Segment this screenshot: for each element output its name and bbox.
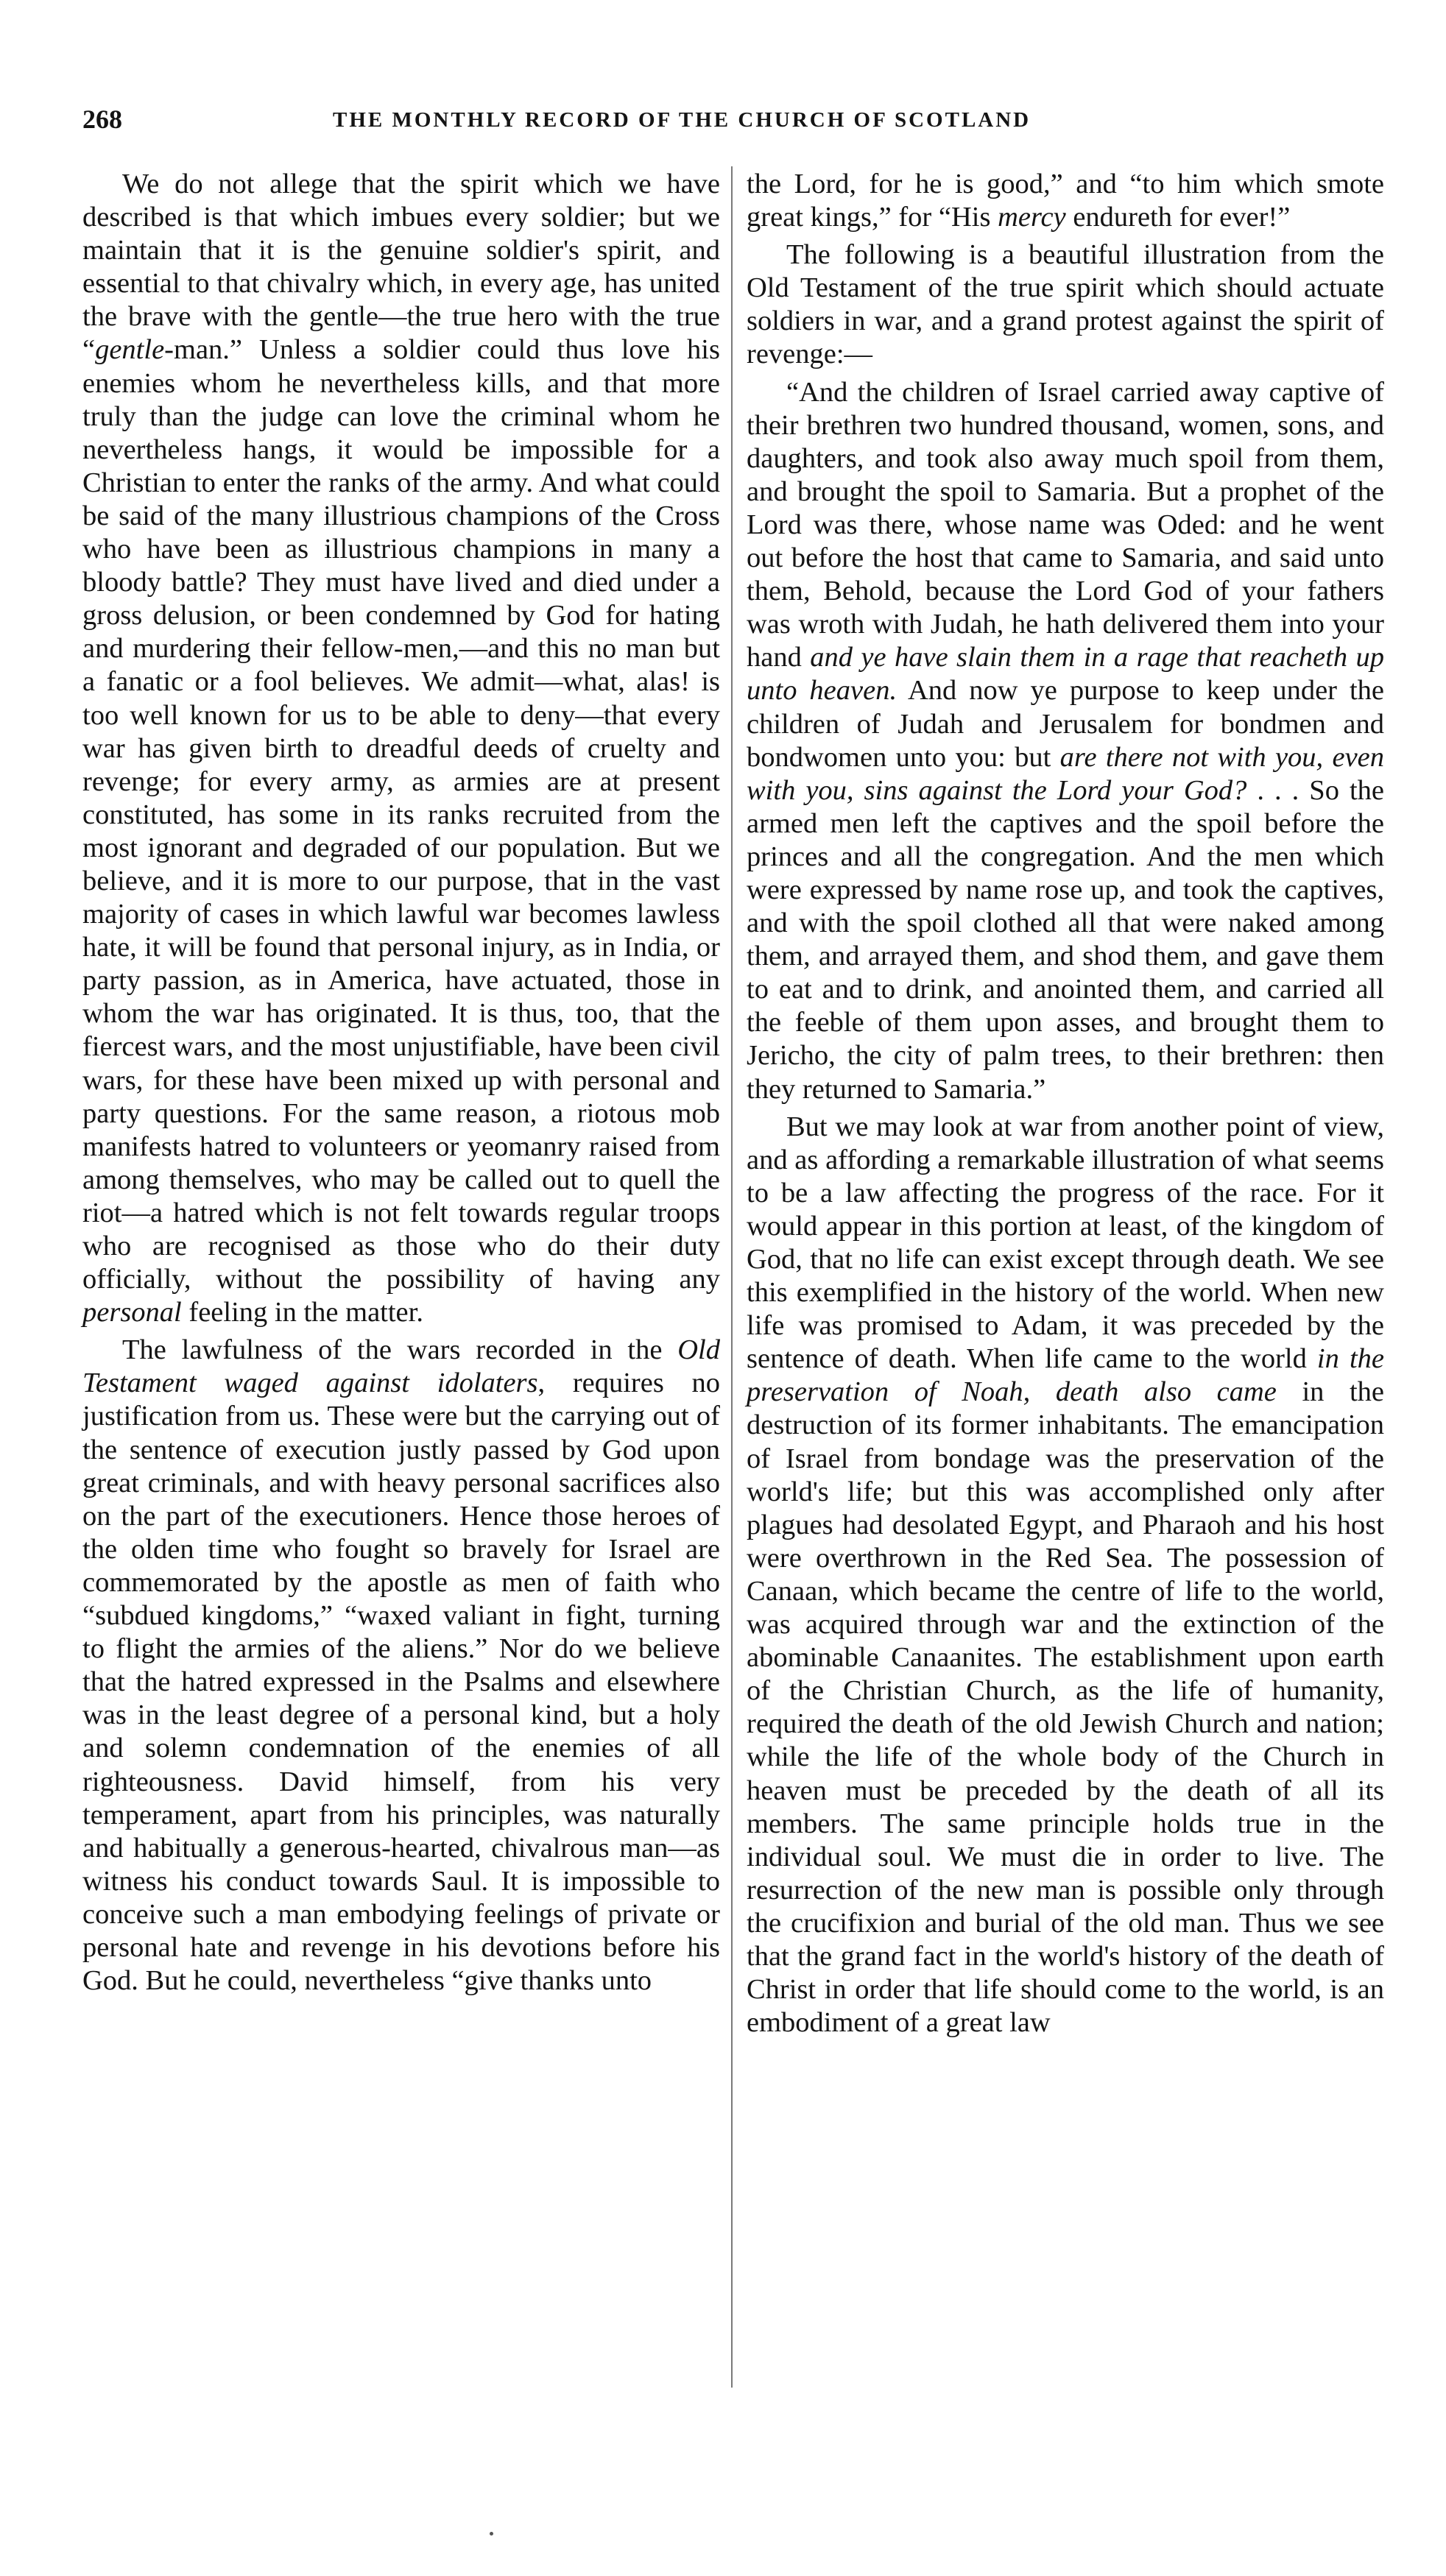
text-run: And now ye purpose to keep under the children of Judah and Jerusalem for bondmen and bondwomen unto you: but bbox=[747, 675, 1384, 773]
italic-text-run: Old Testament waged against idolaters bbox=[82, 1334, 720, 1399]
text-run: . . . So the armed men left the captives and the spoil before the princes and all the congregation. And the men which were expressed by name rose up, and took the captives, and with the spoil clothed all that were naked among them, and arrayed them, and shod them, and gave them to eat and to drink, and anointed them, and carried all the feeble of them upon asses, and brought them to Jericho, the city of palm trees, to their brethren: then they returned to Samaria.” bbox=[747, 774, 1384, 1105]
italic-text-run: in the preservation of Noah, death also came bbox=[747, 1343, 1384, 1408]
italic-text-run: personal bbox=[82, 1297, 182, 1328]
text-run: in the destruction of its former inhabitants. The emancipation of Israel from bondage was the preservation of the world's life; but this was accomplished only after plagues had desolated Egypt, and Pharaoh and his host were overthrown in the Red Sea. The possession of Canaan, which became the centre of life to the world, was acquired through war and the extinction of the abominable Canaanites. The establishment upon earth of the Christian Church, as the life of humanity, required the death of the old Jewish Church and nation; while the life of the whole body of the Church in heaven must be preceded by the death of all its members. The same principle holds true in the individual soul. We must die in order to live. The resurrection of the new man is possible only through the crucifixion and burial of the old man. Thus we see that the grand fact in the world's history of the death of Christ in order that life should come to the world, is an embodiment of a great law bbox=[747, 1376, 1384, 2039]
column-divider bbox=[731, 166, 733, 2388]
quotation-paragraph bbox=[747, 376, 1384, 1106]
text-run: The lawfulness of the wars recorded in the bbox=[122, 1334, 678, 1366]
text-run: the Lord, for he is good,” and “to him which smote great kings,” for “His bbox=[747, 169, 1384, 233]
paragraph: The following is a beautiful illustration from the Old Testament of the true spirit which should actuate soldiers in war, and a grand protest against the spirit of revenge:— bbox=[747, 239, 1384, 370]
right-column bbox=[747, 168, 1384, 2039]
paragraph bbox=[82, 168, 720, 1329]
text-run: “And the children of Israel carried away captive of their brethren two hundred thousand, women, sons, and daughters, and took also away much spoil from them, and brought the spoil to Samaria. But a prophet of the Lord was there, whose name was Oded: and he went out before the host that came to Samaria, and said unto them, Behold, because the Lord God of your fathers was wroth with Judah, he hath delivered them into your hand bbox=[747, 376, 1384, 673]
text-run: We do not allege that the spirit which we have described is that which imbues every soldier; but we maintain that it is the genuine soldier's spirit, and essential to that chivalry which, in every age, has united the brave with the gentle—the true hero with the true “ bbox=[82, 169, 720, 366]
italic-text-run: and ye have slain them in a rage that reacheth up unto heaven. bbox=[747, 642, 1384, 707]
print-speck bbox=[490, 2532, 493, 2536]
paragraph bbox=[747, 1111, 1384, 2040]
italic-text-run: are there not with you, even with you, sins against the Lord your God? bbox=[747, 741, 1384, 806]
italic-text-run: gentle bbox=[95, 334, 165, 366]
italic-text-run: mercy bbox=[998, 202, 1066, 233]
text-run: -man.” Unless a soldier could thus love his enemies whom he nevertheless kills, and that more truly than the judge can love the criminal whom he nevertheless hangs, it would be impossible for a Christian to enter the ranks of the army. And what could be said of the many illustrious champions of the Cross who have been as illustrious champions in many a bloody battle? They must have lived and died under a gross delusion, or been condemned by God for hating and murdering their fellow-men,—and this no man but a fanatic or a fool believes. We admit—what, alas! is too well known for us to be able to deny—that every war has given birth to dreadful deeds of cruelty and revenge; for every army, as armies are at present constituted, has some in its ranks recruited from the most ignorant and degraded of our population. But we believe, and it is more to our purpose, that in the vast majority of cases in which lawful war becomes lawless hate, it will be found that personal injury, as in India, or party passion, as in America, have actuated, those in whom the war has originated. It is thus, too, that the fiercest wars, and the most unjustifiable, have been civil wars, for these have been mixed up with personal and party questions. For the same reason, a riotous mob manifests hatred to volunteers or yeomanry raised from among themselves, who may be called out to quell the riot—a hatred which is not felt towards regular troops who are recognised as those who do their duty officially, without the possibility of having any bbox=[82, 334, 720, 1295]
text-run: , requires no justification from us. These were but the carrying out of the sentence of execution justly passed by God upon great criminals, and with heavy personal sacrifices also on the part of the executioners. Hence those heroes of the olden time who fought so bravely for Israel are commemorated by the apostle as men of faith who “subdued kingdoms,” “waxed valiant in fight, turning to flight the armies of the aliens.” Nor do we believe that the hatred expressed in the Psalms and elsewhere was in the least degree of a personal kind, but a holy and solemn condemnation of the enemies of all righteousness. David himself, from his very temperament, apart from his principles, was naturally and habitually a generous-hearted, chivalrous man—as witness his conduct towards Saul. It is impossible to conceive such a man embodying feelings of private or personal hate and revenge in his devotions before his God. But he could, nevertheless “give thanks unto bbox=[82, 1367, 720, 1997]
left-column bbox=[82, 168, 720, 1998]
text-run: feeling in the matter. bbox=[181, 1297, 423, 1328]
page-header bbox=[82, 105, 1364, 134]
paragraph bbox=[747, 168, 1384, 234]
text-run: endureth for ever!” bbox=[1065, 202, 1291, 233]
page-number: 268 bbox=[82, 105, 122, 134]
text-run: But we may look at war from another point of view, and as affording a remarkable illustration of what seems to be a law affecting the progress of the race. For it would appear in this portion at least, of the kingdom of God, that no life can exist except through death. We see this exemplified in the history of the world. When new life was promised to Adam, it was preceded by the sentence of death. When life came to the world bbox=[747, 1111, 1384, 1375]
running-head: THE MONTHLY RECORD OF THE CHURCH OF SCOTLAND bbox=[333, 108, 1031, 132]
paragraph bbox=[82, 1334, 720, 1998]
